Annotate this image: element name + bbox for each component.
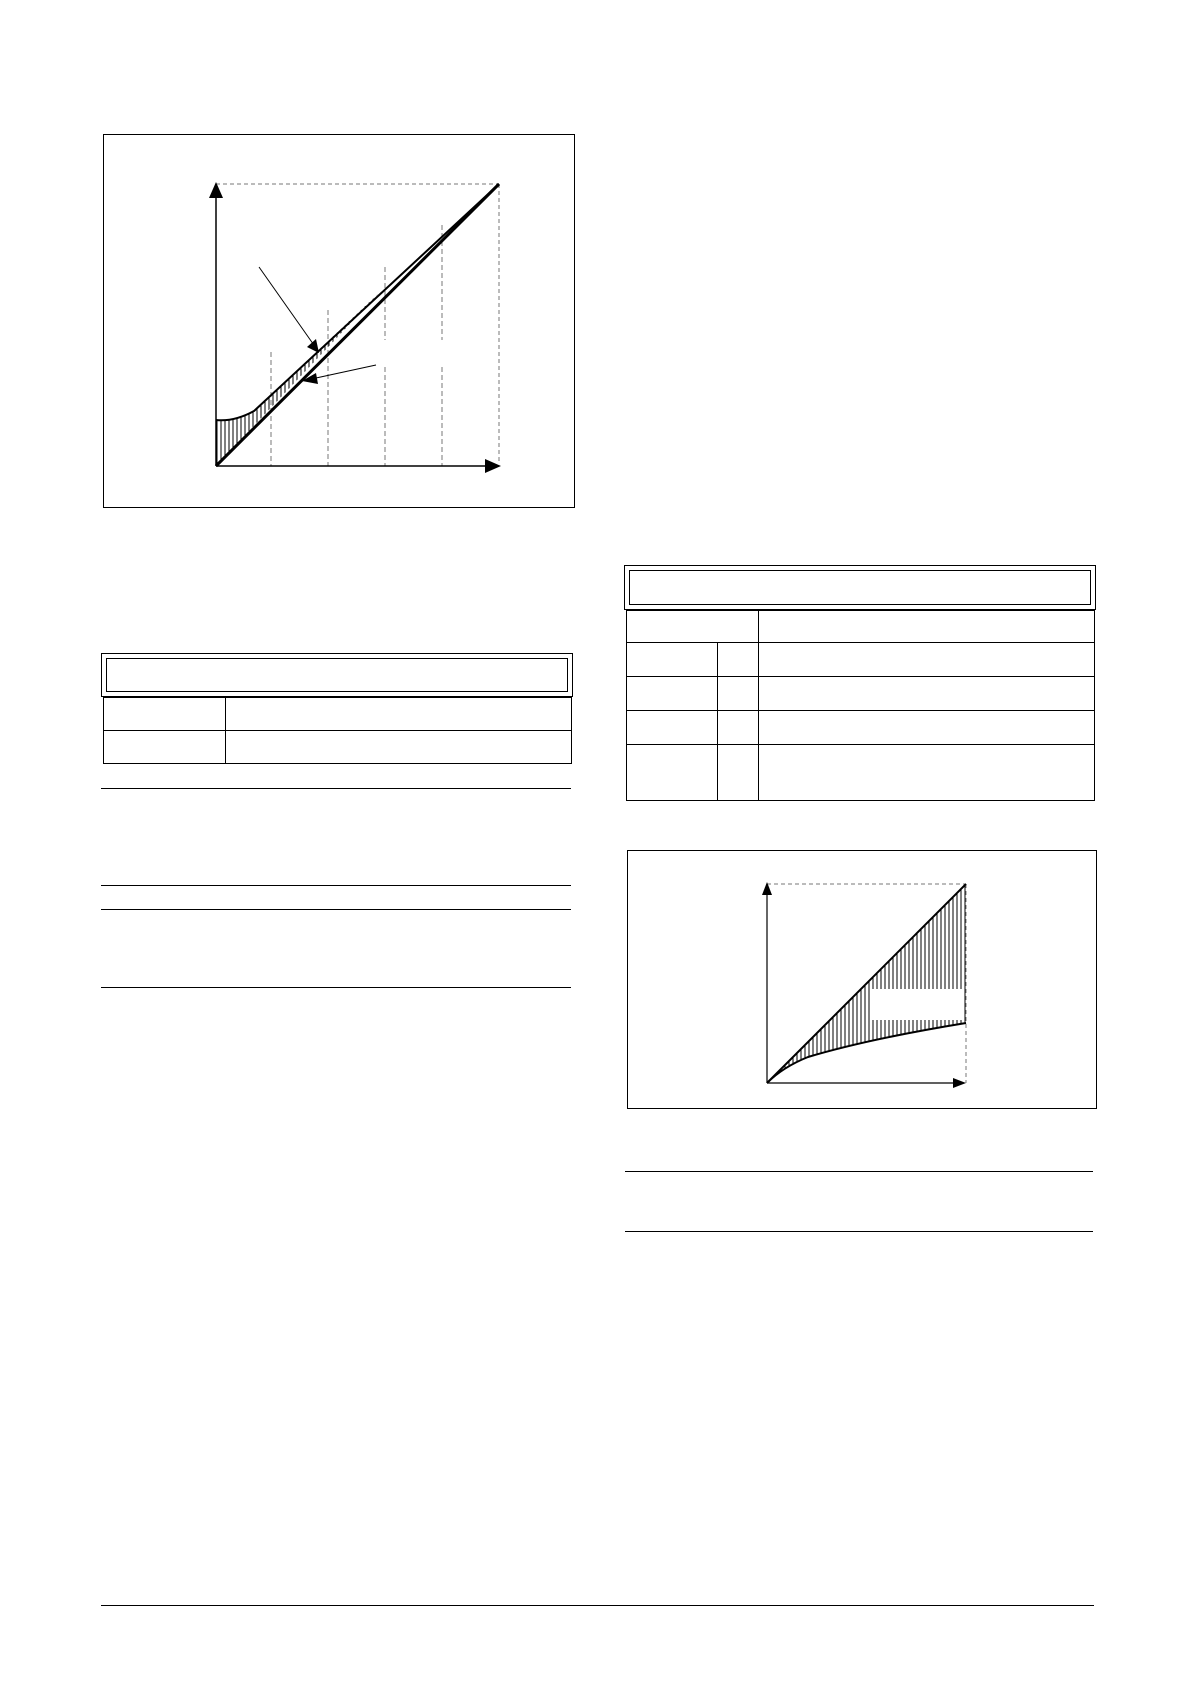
left-table-title [106, 658, 568, 692]
left-table-cell [226, 731, 572, 764]
table-row [627, 745, 1095, 801]
left-table-cell [226, 698, 572, 731]
shaded-label-window [870, 989, 963, 1020]
right-table-cell [627, 711, 718, 745]
divider [625, 1171, 1093, 1172]
left-table-title-box [101, 653, 573, 697]
right-table-unit-cell [718, 643, 759, 677]
table-row [627, 677, 1095, 711]
linear-curve [216, 184, 499, 466]
linear-callout-arrow [316, 365, 376, 378]
right-table-cell [627, 745, 718, 801]
right-table-header-cell [759, 611, 1095, 643]
right-table-header-cell [627, 611, 759, 643]
voltage-boost-chart [104, 135, 574, 507]
boost-callout-arrowhead-icon [307, 339, 319, 353]
right-table-unit-cell [718, 745, 759, 801]
x-axis-arrow-icon [953, 1078, 966, 1088]
divider [101, 987, 571, 988]
quadratic-figure [627, 850, 1097, 1109]
table-row [104, 698, 572, 731]
right-table-unit-cell [718, 711, 759, 745]
left-table-cell [104, 698, 226, 731]
divider [101, 909, 571, 910]
left-table [103, 697, 572, 764]
quadratic-chart [628, 851, 1096, 1108]
left-table-cell [104, 731, 226, 764]
divider [101, 788, 571, 789]
divider [101, 885, 571, 886]
right-table-cell [759, 677, 1095, 711]
table-row [627, 711, 1095, 745]
table-row [627, 611, 1095, 643]
right-table-cell [759, 745, 1095, 801]
right-table [626, 610, 1095, 801]
boost-curve [216, 184, 499, 420]
right-table-unit-cell [718, 677, 759, 711]
right-table-cell [627, 643, 718, 677]
divider [625, 1231, 1093, 1232]
y-axis-arrow-icon [209, 182, 223, 198]
right-table-cell [627, 677, 718, 711]
boost-callout-arrow [259, 267, 316, 348]
right-table-title-box [624, 565, 1096, 610]
voltage-boost-figure [103, 134, 575, 508]
table-row [627, 643, 1095, 677]
right-table-title [629, 570, 1091, 605]
right-table-cell [759, 711, 1095, 745]
footer-rule [101, 1605, 1094, 1606]
right-table-cell [759, 643, 1095, 677]
x-axis-arrow-icon [485, 459, 501, 473]
table-row [104, 731, 572, 764]
